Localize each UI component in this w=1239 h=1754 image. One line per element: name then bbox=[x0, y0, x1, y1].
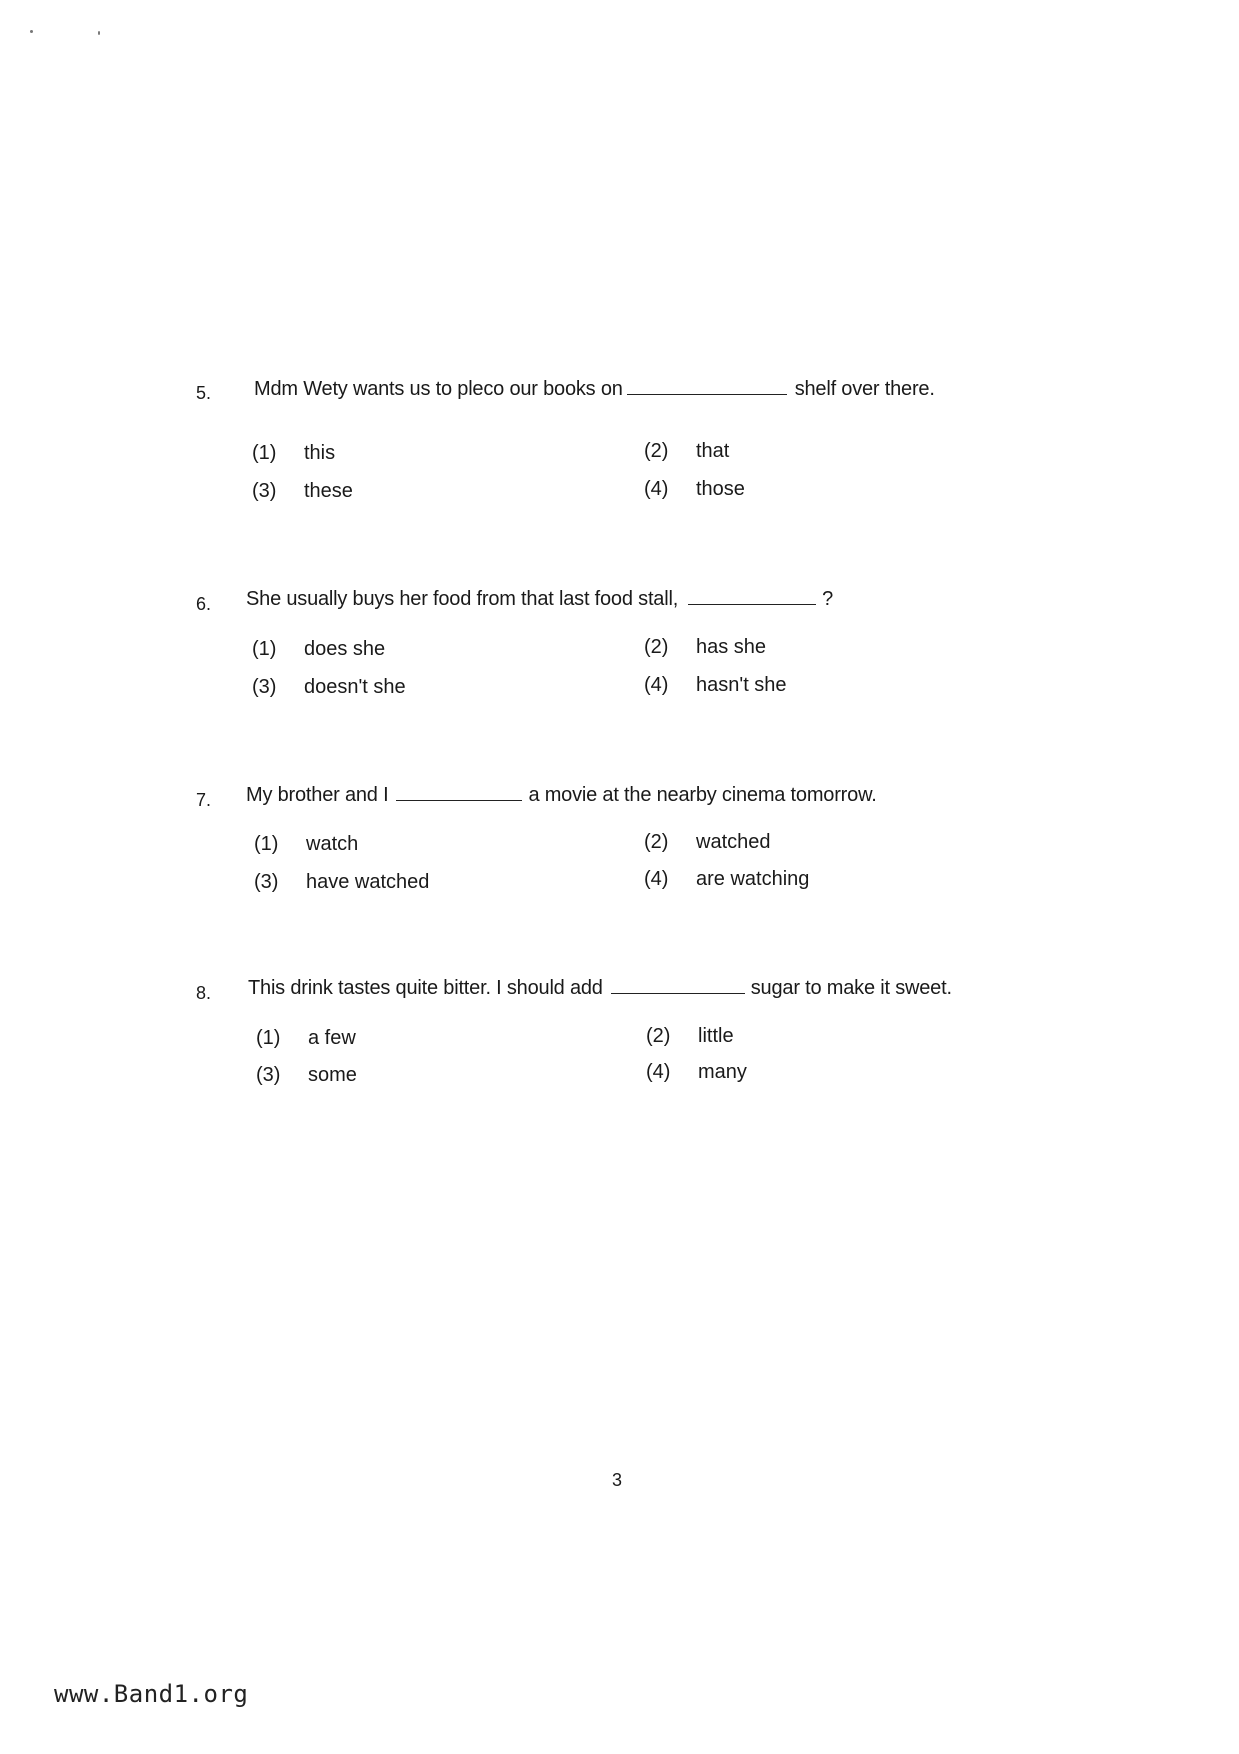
option-number: (3) bbox=[252, 480, 277, 502]
option-3[interactable] bbox=[254, 871, 429, 894]
option-number: (2) bbox=[644, 636, 669, 658]
option-3[interactable] bbox=[252, 480, 353, 503]
option-text: little bbox=[698, 1025, 734, 1047]
option-text: does she bbox=[304, 638, 386, 660]
question-text-before: This drink tastes quite bitter. I should add bbox=[248, 977, 603, 999]
question-text-before: She usually buys her food from that last food stall, bbox=[246, 588, 679, 610]
page-number: 3 bbox=[612, 1470, 623, 1490]
option-4[interactable] bbox=[644, 868, 809, 891]
option-number: (3) bbox=[254, 871, 279, 893]
question-number: 8. bbox=[196, 983, 212, 1003]
option-text: are watching bbox=[696, 868, 810, 890]
option-number: (3) bbox=[256, 1064, 281, 1086]
option-text: some bbox=[308, 1064, 357, 1086]
scan-speck bbox=[30, 30, 33, 33]
question-number: 5. bbox=[196, 383, 212, 403]
question-number: 7. bbox=[196, 790, 212, 810]
option-3[interactable] bbox=[252, 676, 406, 699]
answer-blank bbox=[627, 378, 787, 395]
option-number: (4) bbox=[646, 1061, 671, 1083]
option-1[interactable] bbox=[256, 1027, 356, 1050]
answer-blank bbox=[688, 588, 816, 605]
answer-blank bbox=[396, 784, 522, 801]
option-4[interactable] bbox=[644, 478, 745, 501]
question-text-before: My brother and I bbox=[246, 784, 389, 806]
question-text bbox=[246, 588, 833, 611]
option-text: watched bbox=[696, 831, 771, 853]
option-number: (4) bbox=[644, 868, 669, 890]
option-text: watch bbox=[306, 833, 359, 855]
option-number: (3) bbox=[252, 676, 277, 698]
option-number: (4) bbox=[644, 478, 669, 500]
option-number: (2) bbox=[644, 831, 669, 853]
question-text-after: shelf over there. bbox=[794, 378, 935, 400]
question-text-before: Mdm Wety wants us to pleco our books on bbox=[254, 378, 623, 400]
question-text-after: sugar to make it sweet. bbox=[750, 977, 952, 999]
question-text bbox=[248, 977, 952, 1000]
question-text bbox=[246, 784, 877, 807]
option-3[interactable] bbox=[256, 1064, 357, 1087]
option-1[interactable] bbox=[252, 638, 385, 661]
option-2[interactable] bbox=[646, 1025, 734, 1048]
question-text-after: a movie at the nearby cinema tomorrow. bbox=[528, 784, 877, 806]
option-text: this bbox=[304, 442, 336, 464]
option-text: have watched bbox=[306, 871, 430, 893]
option-4[interactable] bbox=[646, 1061, 747, 1084]
option-text: many bbox=[698, 1061, 747, 1083]
question-text bbox=[254, 378, 935, 401]
question-number: 6. bbox=[196, 594, 212, 614]
option-number: (2) bbox=[644, 440, 669, 462]
option-text: has she bbox=[696, 636, 767, 658]
option-1[interactable] bbox=[254, 833, 358, 856]
option-number: (1) bbox=[252, 442, 277, 464]
option-2[interactable] bbox=[644, 440, 729, 463]
option-number: (1) bbox=[256, 1027, 281, 1049]
option-2[interactable] bbox=[644, 636, 766, 659]
option-text: that bbox=[696, 440, 730, 462]
option-1[interactable] bbox=[252, 442, 335, 465]
option-4[interactable] bbox=[644, 674, 787, 697]
option-text: those bbox=[696, 478, 745, 500]
option-number: (1) bbox=[254, 833, 279, 855]
option-2[interactable] bbox=[644, 831, 771, 854]
option-text: doesn't she bbox=[304, 676, 406, 698]
option-number: (1) bbox=[252, 638, 277, 660]
option-number: (4) bbox=[644, 674, 669, 696]
question-text-after: ? bbox=[822, 588, 833, 610]
option-text: these bbox=[304, 480, 353, 502]
answer-blank bbox=[611, 977, 745, 994]
option-number: (2) bbox=[646, 1025, 671, 1047]
option-text: a few bbox=[308, 1027, 356, 1049]
scan-speck bbox=[98, 31, 100, 35]
option-text: hasn't she bbox=[696, 674, 787, 696]
website-watermark: www.Band1.org bbox=[54, 1680, 249, 1708]
